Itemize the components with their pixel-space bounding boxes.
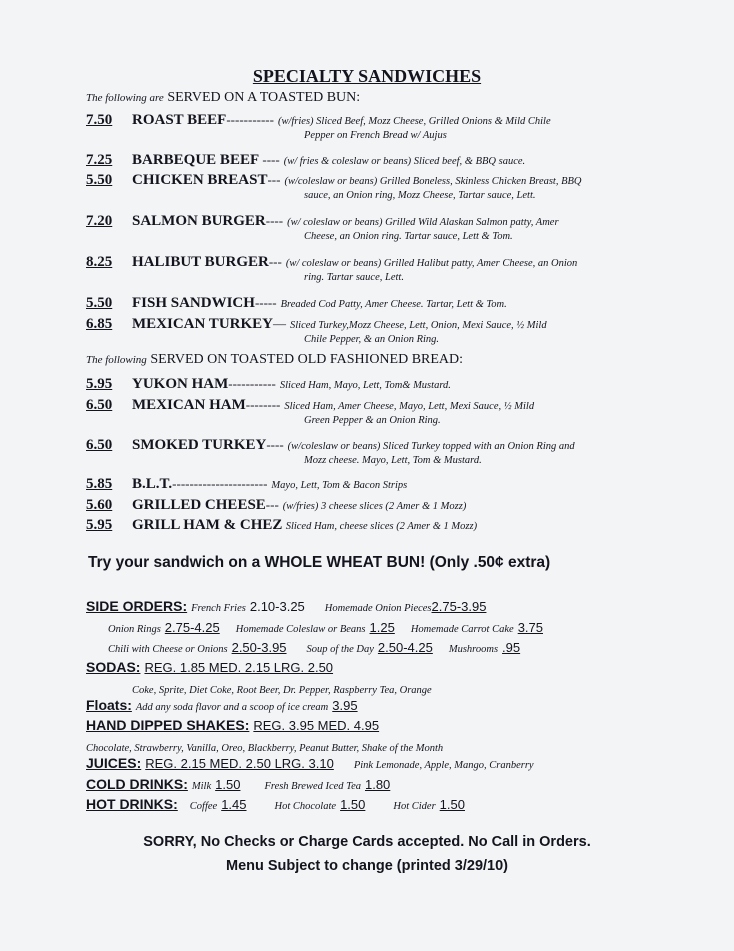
item-name: MEXICAN HAM: [132, 397, 246, 413]
hot-drinks-label: HOT DRINKS:: [86, 796, 178, 812]
intro-bun-text: SERVED ON A TOASTED BUN:: [167, 90, 361, 105]
item-desc: (w/coleslaw or beans) Sliced Turkey topped with an Onion Ring and: [287, 441, 575, 452]
item-leader: ---: [268, 254, 282, 269]
side-item: Soup of the Day: [306, 644, 374, 655]
drink-item: Milk: [191, 781, 212, 792]
side-item: Homemade Coleslaw or Beans: [235, 624, 366, 635]
item-leader: ----------------------: [172, 476, 268, 491]
item-desc-cont: sauce, an Onion ring, Mozz Cheese, Tartar sauce, Lett.: [304, 190, 536, 201]
item-desc-cont: Green Pepper & an Onion Ring.: [304, 415, 441, 426]
sodas-line: [86, 659, 333, 677]
menu-item-smoked-turkey: [86, 435, 726, 466]
item-leader: -----------: [226, 112, 274, 127]
drink-price: 1.45: [221, 797, 247, 812]
sodas-flavors: Coke, Sprite, Diet Coke, Root Beer, Dr. Pepper, Raspberry Tea, Orange: [132, 685, 432, 696]
cold-drinks-line: [86, 776, 390, 794]
intro-bun: [86, 90, 360, 106]
item-desc-cont: Chile Pepper, & an Onion Ring.: [304, 334, 440, 345]
item-desc: (w/ coleslaw or beans) Grilled Halibut patty, Amer Cheese, an Onion: [285, 258, 578, 269]
side-orders-label: SIDE ORDERS:: [86, 598, 188, 614]
side-item: French Fries: [191, 603, 246, 614]
item-price: 7.20: [86, 213, 113, 229]
side-price: 2.75-4.25: [164, 620, 220, 635]
item-price: 5.50: [86, 295, 113, 311]
side-orders-line-1: [86, 598, 486, 616]
side-item: Homemade Onion Pieces: [324, 603, 432, 614]
item-leader: ---: [265, 497, 279, 512]
side-price: 2.50-4.25: [377, 640, 433, 655]
side-orders-line-3: [108, 639, 520, 657]
shakes-label: HAND DIPPED SHAKES:: [86, 717, 250, 733]
drink-item: Fresh Brewed Iced Tea: [264, 781, 361, 792]
section-title: SPECIALTY SANDWICHES: [252, 66, 482, 86]
item-desc: (w/fries) 3 cheese slices (2 Amer & 1 Mozz): [282, 501, 467, 512]
item-price: 5.95: [86, 517, 113, 533]
side-item: Mushrooms: [448, 644, 499, 655]
item-price: 7.25: [86, 152, 113, 168]
item-price: 6.50: [86, 397, 113, 413]
juices-label: JUICES:: [86, 755, 142, 771]
menu-item-grill-ham-chez: [86, 515, 726, 534]
intro-bun-script: The following are: [86, 92, 164, 104]
item-name: B.L.T.: [132, 476, 173, 492]
side-price: 1.25: [369, 620, 395, 635]
shakes-prices: REG. 3.95 MED. 4.95: [253, 718, 380, 733]
item-name: GRILLED CHEESE: [132, 497, 266, 513]
menu-item-roast-beef: [86, 110, 726, 141]
item-price: 5.50: [86, 172, 113, 188]
drink-price: 1.80: [364, 777, 391, 792]
item-desc: (w/coleslaw or beans) Grilled Boneless, Skinless Chicken Breast, BBQ: [284, 176, 582, 187]
menu-item-chicken-breast: [86, 170, 726, 201]
side-item: Chili with Cheese or Onions: [108, 644, 228, 655]
item-name: YUKON HAM: [132, 376, 229, 392]
item-desc: Sliced Ham, Mayo, Lett, Tom& Mustard.: [279, 380, 451, 391]
item-desc-cont: Pepper on French Bread w/ Aujus: [304, 130, 447, 141]
item-leader: —: [272, 316, 286, 331]
item-desc: Sliced Ham, Amer Cheese, Mayo, Lett, Mexi Sauce, ½ Mild: [284, 401, 535, 412]
whole-wheat-note: Try your sandwich on a WHOLE WHEAT BUN! (Only .50¢ extra): [88, 554, 551, 571]
shakes-flavors: Chocolate, Strawberry, Vanilla, Oreo, Blackberry, Peanut Butter, Shake of the Month: [86, 743, 444, 754]
juices-line: [86, 755, 534, 773]
item-desc: Sliced Ham, cheese slices (2 Amer & 1 Mozz): [285, 521, 478, 532]
item-name: MEXICAN TURKEY: [132, 316, 273, 332]
drink-price: 1.50: [439, 797, 465, 812]
intro-bread: [86, 352, 463, 368]
item-price: 5.95: [86, 376, 113, 392]
floats-label: Floats:: [86, 697, 132, 713]
drink-price: 1.50: [215, 777, 241, 792]
menu-item-grilled-cheese: [86, 495, 726, 514]
side-price: 2.10-3.25: [249, 599, 305, 614]
item-name: CHICKEN BREAST: [132, 172, 268, 188]
item-leader: ---: [267, 172, 281, 187]
sodas-list: [132, 680, 432, 698]
menu-item-fish-sandwich: [86, 293, 726, 312]
side-item: Homemade Carrot Cake: [410, 624, 514, 635]
hot-drinks-line: [86, 796, 465, 814]
shakes-list: [86, 738, 443, 756]
cold-drinks-label: COLD DRINKS:: [86, 776, 188, 792]
menu-item-mexican-turkey: [86, 314, 726, 345]
side-orders-line-2: [108, 619, 543, 637]
item-name: GRILL HAM & CHEZ: [132, 517, 283, 533]
change-notice: Menu Subject to change (printed 3/29/10): [226, 858, 508, 874]
sodas-label: SODAS:: [86, 659, 141, 675]
item-desc: (w/fries) Sliced Beef, Mozz Cheese, Grilled Onions & Mild Chile: [277, 116, 551, 127]
side-price: 2.50-3.95: [231, 640, 287, 655]
side-price: 2.75-3.95: [431, 599, 487, 614]
payment-notice: SORRY, No Checks or Charge Cards accepted. No Call in Orders.: [143, 834, 591, 850]
intro-bread-text: SERVED ON TOASTED OLD FASHIONED BREAD:: [150, 352, 464, 367]
drink-item: Coffee: [189, 801, 218, 812]
shakes-line: [86, 717, 379, 735]
floats-line: [86, 697, 358, 715]
item-leader: -----------: [228, 376, 276, 391]
item-price: 5.85: [86, 476, 113, 492]
item-leader: -----: [254, 295, 277, 310]
menu-item-salmon-burger: [86, 211, 726, 242]
item-leader: ----: [266, 437, 284, 452]
item-desc: Breaded Cod Patty, Amer Cheese. Tartar, Lett & Tom.: [280, 299, 507, 310]
juices-prices: REG. 2.15 MED. 2.50 LRG. 3.10: [145, 756, 334, 771]
item-price: 8.25: [86, 254, 113, 270]
item-desc: (w/ fries & coleslaw or beans) Sliced beef, & BBQ sauce.: [283, 156, 526, 167]
floats-desc: Add any soda flavor and a scoop of ice cream: [135, 702, 329, 713]
floats-price: 3.95: [332, 698, 358, 713]
drink-item: Hot Chocolate: [274, 801, 337, 812]
menu-item-mexican-ham: [86, 395, 726, 426]
item-leader: ----: [265, 213, 284, 228]
juices-flavors: Pink Lemonade, Apple, Mango, Cranberry: [353, 760, 534, 771]
item-desc: Mayo, Lett, Tom & Bacon Strips: [271, 480, 408, 491]
intro-bread-script: The following: [86, 354, 147, 366]
menu-item-barbeque-beef: [86, 150, 726, 169]
item-name: HALIBUT BURGER: [132, 254, 269, 270]
item-desc-cont: Cheese, an Onion ring. Tartar sauce, Lett & Tom.: [304, 231, 513, 242]
drink-price: 1.50: [340, 797, 366, 812]
item-desc: (w/ coleslaw or beans) Grilled Wild Alaskan Salmon patty, Amer: [287, 217, 559, 228]
item-price: 6.50: [86, 437, 113, 453]
item-name: FISH SANDWICH: [132, 295, 255, 311]
item-price: 5.60: [86, 497, 113, 513]
item-price: 6.85: [86, 316, 113, 332]
item-desc: Sliced Turkey,Mozz Cheese, Lett, Onion, Mexi Sauce, ½ Mild: [289, 320, 547, 331]
menu-item-blt: [86, 474, 726, 493]
menu-item-halibut-burger: [86, 252, 726, 283]
item-desc-cont: Mozz cheese. Mayo, Lett, Tom & Mustard.: [304, 455, 482, 466]
item-name: ROAST BEEF: [132, 112, 227, 128]
side-price: 3.75: [517, 620, 543, 635]
side-item: Onion Rings: [108, 624, 161, 635]
item-name: SALMON BURGER: [132, 213, 266, 229]
item-leader: --------: [245, 397, 281, 412]
item-price: 7.50: [86, 112, 113, 128]
side-price: .95: [502, 640, 521, 655]
item-name: SMOKED TURKEY: [132, 437, 267, 453]
item-name: BARBEQUE BEEF: [132, 152, 260, 168]
sodas-prices: REG. 1.85 MED. 2.15 LRG. 2.50: [144, 660, 334, 675]
drink-item: Hot Cider: [393, 801, 436, 812]
item-leader: ----: [259, 152, 280, 167]
menu-item-yukon-ham: [86, 374, 726, 393]
item-desc-cont: ring. Tartar sauce, Lett.: [304, 272, 404, 283]
